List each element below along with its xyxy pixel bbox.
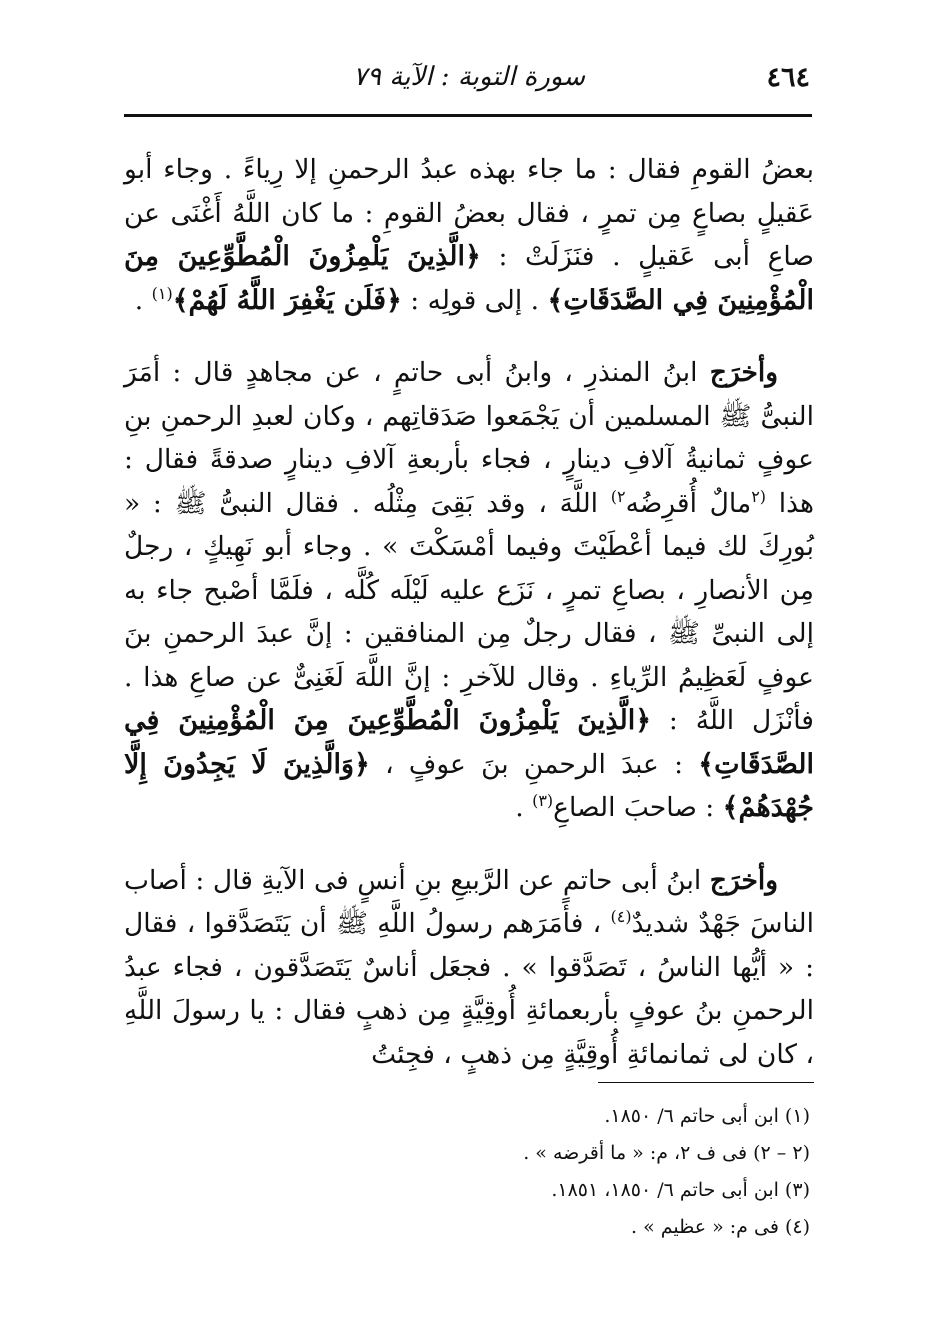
footnote-marker-1: (١) bbox=[151, 283, 173, 303]
paragraph-3 bbox=[124, 859, 814, 1077]
p1-text-a: بعضُ القومِ فقال : ما جاء بهذه عبدُ الرحمنِ إلا رِياءً . وجاء أبو عَقيلٍ بصاعٍ مِن تمرٍ ، فقال بعضُ القومِ : ما كان اللَّهُ أَغْنَى عن صاعِ أبى عَقيلٍ . فنَزَلَتْ : bbox=[124, 154, 814, 272]
footnote-2: (٢ – ٢) فى ف ٢، م: « ما أقرضه » . bbox=[523, 1142, 810, 1164]
p1-text-b: . إلى قولِه : bbox=[410, 284, 540, 316]
page-header bbox=[128, 58, 810, 98]
p2-text-b: مالٌ أُقرِضُه bbox=[625, 487, 752, 519]
footnote-1: (١) ابن أبى حاتم ٦/ ١٨٥٠. bbox=[604, 1105, 810, 1127]
p1-end: . bbox=[134, 284, 144, 316]
footnote-marker-4: (٤) bbox=[610, 907, 632, 927]
footnotes-list bbox=[380, 1098, 810, 1246]
p2-end: . bbox=[515, 792, 524, 823]
p2-text-e: : صاحبَ الصاعِ bbox=[553, 792, 715, 823]
p2-text-c: اللَّهَ ، وقد بَقِىَ مِثْلُه . فقال النبىُّ ﷺ : « بُورِكَ لك فيما أعْطَيْتَ وفيما أمْسَكْتَ » . وجاء أبو نَهِيكٍ ، رجلٌ مِن الأنصارِ ، بصاعِ تمرٍ ، نَزَع عليه لَيْلَه كُلَّه ، فلَمَّا أصْبح جاء به إلى النبىِّ ﷺ ، فقال رجلٌ مِن المنافقين : إنَّ عبدَ الرحمنِ بنَ عوفٍ لَعَظِيمُ الرِّياءِ . وقال للآخرِ : إنَّ اللَّهَ لَغَنِىٌّ عن صاعِ هذا . فأنْزَل اللَّهُ : bbox=[124, 487, 814, 736]
p2-text-d: : عبدَ الرحمنِ بنَ عوفٍ ، bbox=[385, 748, 684, 780]
footnote-marker-2-open: (٢ bbox=[751, 486, 767, 506]
page-number: ٤٦٤ bbox=[766, 62, 810, 93]
p1-quran-verse-2: ﴿فَلَن يَغْفِرَ اللَّهُ لَهُمْ﴾ bbox=[172, 284, 402, 316]
footnote-3: (٣) ابن أبى حاتم ٦/ ١٨٥٠، ١٨٥١. bbox=[551, 1179, 810, 1201]
p3-text-a: ابنُ أبى حاتمٍ عن الرَّبيعِ بنِ أنسٍ فى الآيةِ قال : أصاب الناسَ جَهْدٌ شديدٌ bbox=[124, 864, 814, 939]
p2-quran-verse-1: ﴿الَّذِينَ يَلْمِزُونَ الْمُطَّوِّعِينَ مِنَ الْمُؤْمِنِينَ فِي الصَّدَقَاتِ﴾ bbox=[124, 705, 814, 780]
p2-lead-word: وأخرَج bbox=[709, 357, 779, 388]
p2-text-a: ابنُ المنذرِ ، وابنُ أبى حاتمٍ ، عن مجاهدٍ قال : أمَرَ النبىُّ ﷺ المسلمين أن يَجْمَعوا صَدَقاتِهم ، وكان لعبدِ الرحمنِ بنِ عوفٍ ثمانيةُ آلافِ دينارٍ ، فجاء بأربعةِ آلافِ دينارٍ صدقةً فقال : هذا bbox=[124, 357, 814, 519]
p3-text-b: ، فأمَرَهم رسولُ اللَّهِ ﷺ أن يَتَصَدَّقوا ، فقال : « أيُّها الناسُ ، تَصَدَّقوا » . فجعَل أناسٌ يَتَصَدَّقون ، فجاء عبدُ الرحمنِ بنُ عوفٍ بأربعمائةِ أُوقِيَّةٍ مِن ذهبٍ فقال : يا رسولَ اللَّهِ ، كان لى ثمانمائةِ أُوقِيَّةٍ مِن ذهبٍ ، فجِئتُ bbox=[124, 908, 814, 1070]
footnote-marker-3: (٣) bbox=[532, 791, 554, 811]
footnote-rule bbox=[598, 1082, 814, 1083]
paragraph-1 bbox=[124, 148, 814, 322]
p3-lead-word: وأخرَج bbox=[709, 864, 778, 896]
footnote-marker-2-close: ٢) bbox=[610, 486, 626, 506]
footnote-4: (٤) فى م: « عظيم » . bbox=[631, 1216, 810, 1238]
running-title: سورة التوبة : الآية ٧٩ bbox=[353, 62, 585, 92]
paragraph-2 bbox=[124, 351, 814, 830]
body-text bbox=[124, 148, 814, 1076]
header-rule bbox=[124, 114, 812, 117]
p2-quran-verse-2: ﴿وَالَّذِينَ لَا يَجِدُونَ إِلَّا جُهْدَهُمْ﴾ bbox=[124, 748, 814, 823]
p1-quran-verse-1: ﴿الَّذِينَ يَلْمِزُونَ الْمُطَّوِّعِينَ مِنَ الْمُؤْمِنِينَ فِي الصَّدَقَاتِ﴾ bbox=[124, 241, 814, 316]
